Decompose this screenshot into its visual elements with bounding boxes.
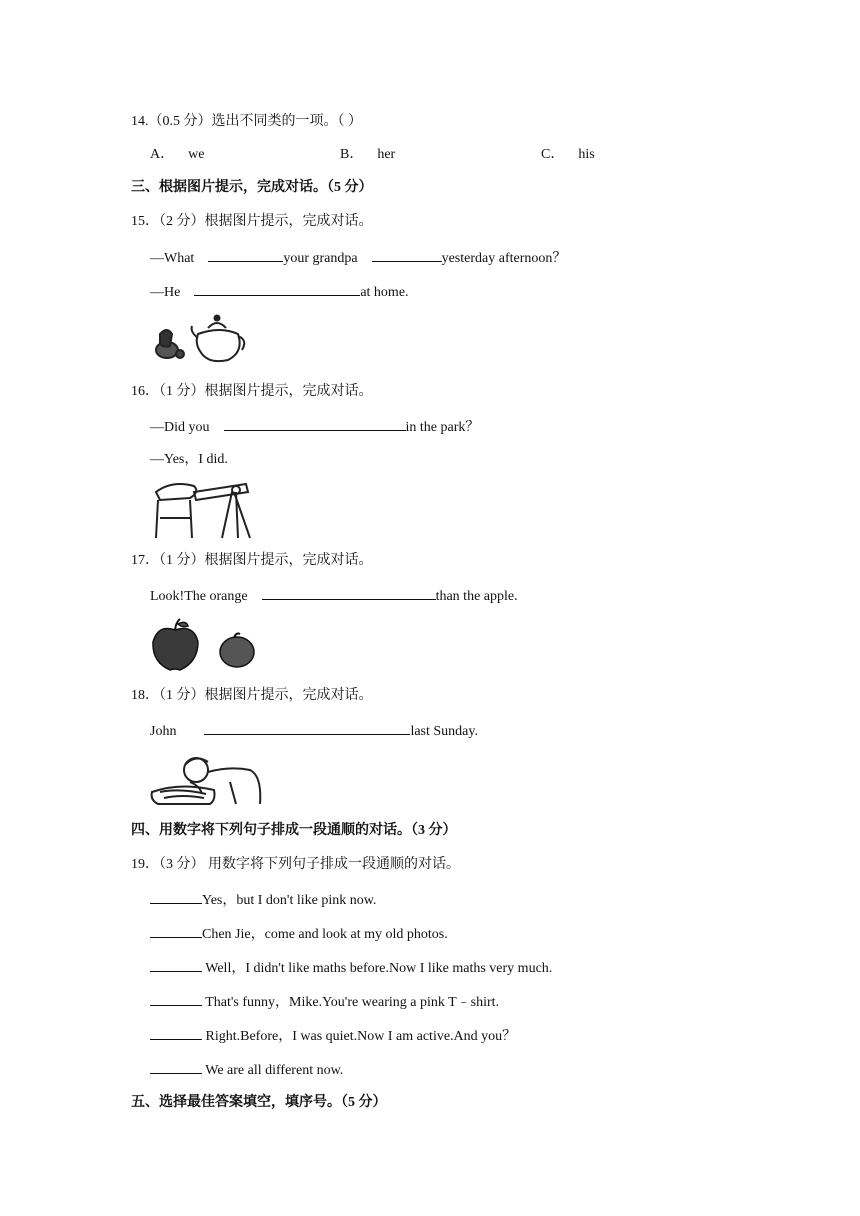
question-16-stem: 16．（1 分）根据图片提示，完成对话。 (131, 384, 373, 399)
q14-option-c (541, 146, 595, 164)
q19-sentence (150, 890, 376, 910)
order-number-blank[interactable] (150, 1060, 202, 1074)
sentence-text: Chen Jie，come and look at my old photos. (202, 927, 448, 942)
boy-washing-clothes-picture (150, 752, 266, 808)
q18-line-1 (150, 721, 478, 741)
tea-cup-and-teapot-picture (150, 312, 250, 364)
text-segment: John (150, 724, 177, 739)
q15-line-2 (150, 282, 409, 302)
question-14-stem: 14.（0.5 分）选出不同类的一项。（ ） (131, 114, 362, 129)
text-segment: —Did you (150, 420, 210, 435)
order-number-blank[interactable] (150, 958, 202, 972)
order-number-blank[interactable] (150, 890, 202, 904)
option-text: his (578, 147, 595, 162)
answer-blank[interactable] (224, 417, 406, 431)
sentence-text: Right.Before，I was quiet.Now I am active.And you？ (202, 1029, 517, 1044)
order-number-blank[interactable] (150, 924, 202, 938)
q16-line-2: —Yes，I did. (150, 452, 228, 467)
text-segment: last Sunday. (410, 724, 478, 739)
question-15-stem: 15．（2 分）根据图片提示，完成对话。 (131, 214, 373, 229)
option-letter: B． (340, 147, 364, 162)
q14-option-b (340, 146, 395, 164)
sentence-text: Yes，but I don't like pink now. (202, 893, 377, 908)
text-segment: your grandpa (283, 251, 358, 266)
answer-blank[interactable] (204, 721, 410, 735)
sentence-text: Well，I didn't like maths before.Now I like maths very much. (202, 961, 553, 976)
answer-blank[interactable] (194, 282, 360, 296)
option-letter: C． (541, 147, 565, 162)
section-5-heading: 五、选择最佳答案填空，填序号。（5 分） (131, 1095, 387, 1110)
order-number-blank[interactable] (150, 1026, 202, 1040)
answer-blank[interactable] (208, 248, 283, 262)
q19-sentence (150, 924, 448, 944)
sentence-text: We are all different now. (202, 1063, 344, 1078)
answer-blank[interactable] (262, 586, 436, 600)
answer-blank[interactable] (372, 248, 442, 262)
option-text: we (188, 147, 205, 162)
question-19-stem: 19．（3 分） 用数字将下列句子排成一段通顺的对话。 (131, 857, 460, 872)
question-17-stem: 17．（1 分）根据图片提示，完成对话。 (131, 553, 373, 568)
person-at-telescope-picture (150, 478, 260, 542)
q14-option-a (150, 146, 204, 164)
q19-sentence (150, 958, 552, 978)
q17-line-1 (150, 586, 518, 606)
question-18-stem: 18．（1 分）根据图片提示，完成对话。 (131, 688, 373, 703)
q15-line-1 (150, 248, 566, 268)
apple-and-orange-picture (150, 618, 258, 672)
text-segment: Look!The orange (150, 589, 248, 604)
text-segment: —He (150, 285, 181, 300)
q16-line-1 (150, 417, 479, 437)
q19-sentence (150, 992, 499, 1012)
section-3-heading: 三、根据图片提示，完成对话。（5 分） (131, 180, 373, 195)
text-segment: yesterday afternoon？ (441, 251, 567, 266)
text-segment: —What (150, 251, 195, 266)
q19-sentence (150, 1026, 516, 1046)
q19-sentence (150, 1060, 343, 1080)
order-number-blank[interactable] (150, 992, 202, 1006)
option-letter: A． (150, 147, 175, 162)
option-text: her (377, 147, 396, 162)
sentence-text: That's funny，Mike.You're wearing a pink T﹣shirt. (202, 995, 500, 1010)
text-segment: than the apple. (435, 589, 518, 604)
text-segment: in the park？ (405, 420, 480, 435)
section-4-heading: 四、用数字将下列句子排成一段通顺的对话。（3 分） (131, 823, 457, 838)
text-segment: at home. (360, 285, 409, 300)
